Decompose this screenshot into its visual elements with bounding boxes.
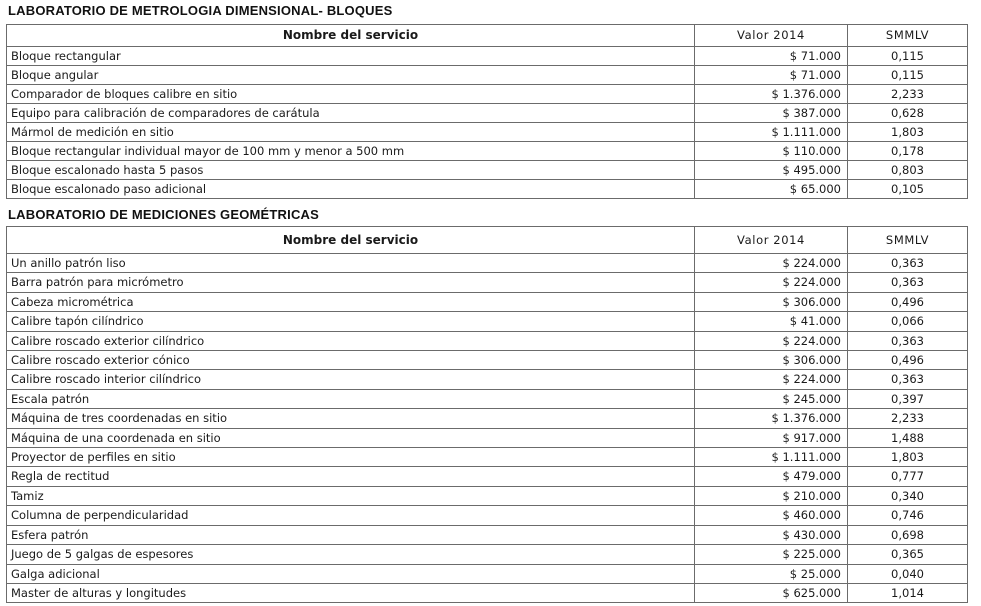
price-cell: $ 387.000: [695, 104, 848, 123]
price-cell: $ 210.000: [695, 486, 848, 505]
section-mediciones-geometricas: [6, 204, 967, 603]
price-cell: $ 1.376.000: [695, 85, 848, 104]
price-cell: $ 1.376.000: [695, 409, 848, 428]
table-row: [7, 486, 968, 505]
smmlv-cell: 0,115: [848, 47, 968, 66]
table-row: [7, 123, 968, 142]
table-row: [7, 428, 968, 447]
price-cell: $ 41.000: [695, 312, 848, 331]
price-cell: $ 460.000: [695, 506, 848, 525]
table-row: [7, 448, 968, 467]
service-name-cell: Tamiz: [7, 486, 695, 505]
smmlv-cell: 0,040: [848, 564, 968, 583]
service-name-cell: Bloque rectangular individual mayor de 100 mm y menor a 500 mm: [7, 142, 695, 161]
table-row: [7, 254, 968, 273]
smmlv-cell: 0,178: [848, 142, 968, 161]
price-cell: $ 430.000: [695, 525, 848, 544]
table-row: [7, 66, 968, 85]
smmlv-cell: 0,363: [848, 370, 968, 389]
table-header-row: [7, 25, 968, 47]
table-row: [7, 85, 968, 104]
service-name-cell: Calibre tapón cilíndrico: [7, 312, 695, 331]
price-cell: $ 225.000: [695, 545, 848, 564]
table-row: [7, 583, 968, 602]
service-name-cell: Esfera patrón: [7, 525, 695, 544]
price-cell: $ 110.000: [695, 142, 848, 161]
price-cell: $ 224.000: [695, 254, 848, 273]
table-row: [7, 292, 968, 311]
table-row: [7, 370, 968, 389]
price-cell: $ 224.000: [695, 331, 848, 350]
smmlv-cell: 0,496: [848, 292, 968, 311]
smmlv-cell: 0,340: [848, 486, 968, 505]
header-nombre: Nombre del servicio: [7, 25, 695, 47]
service-name-cell: Escala patrón: [7, 389, 695, 408]
service-name-cell: Calibre roscado exterior cónico: [7, 351, 695, 370]
table-row: [7, 506, 968, 525]
smmlv-cell: 0,628: [848, 104, 968, 123]
section-metrologia-bloques: [6, 0, 967, 199]
header-valor: Valor 2014: [695, 25, 848, 47]
section-title: LABORATORIO DE METROLOGIA DIMENSIONAL- BLOQUES: [8, 3, 393, 18]
table-row: [7, 142, 968, 161]
price-cell: $ 65.000: [695, 180, 848, 199]
smmlv-cell: 0,777: [848, 467, 968, 486]
table-row: [7, 104, 968, 123]
service-name-cell: Cabeza micrométrica: [7, 292, 695, 311]
price-cell: $ 245.000: [695, 389, 848, 408]
table-row: [7, 351, 968, 370]
header-valor: Valor 2014: [695, 227, 848, 254]
service-name-cell: Bloque escalonado hasta 5 pasos: [7, 161, 695, 180]
service-name-cell: Barra patrón para micrómetro: [7, 273, 695, 292]
price-cell: $ 1.111.000: [695, 123, 848, 142]
service-name-cell: Master de alturas y longitudes: [7, 583, 695, 602]
price-cell: $ 71.000: [695, 47, 848, 66]
service-name-cell: Bloque angular: [7, 66, 695, 85]
smmlv-cell: 1,014: [848, 583, 968, 602]
service-name-cell: Bloque rectangular: [7, 47, 695, 66]
services-table: [6, 226, 968, 603]
smmlv-cell: 0,397: [848, 389, 968, 408]
smmlv-cell: 2,233: [848, 85, 968, 104]
smmlv-cell: 0,363: [848, 273, 968, 292]
service-name-cell: Juego de 5 galgas de espesores: [7, 545, 695, 564]
table-row: [7, 389, 968, 408]
price-cell: $ 25.000: [695, 564, 848, 583]
smmlv-cell: 1,803: [848, 123, 968, 142]
smmlv-cell: 0,365: [848, 545, 968, 564]
smmlv-cell: 0,698: [848, 525, 968, 544]
smmlv-cell: 0,496: [848, 351, 968, 370]
smmlv-cell: 0,115: [848, 66, 968, 85]
table-row: [7, 564, 968, 583]
service-name-cell: Proyector de perfiles en sitio: [7, 448, 695, 467]
header-smmlv: SMMLV: [848, 227, 968, 254]
service-name-cell: Máquina de una coordenada en sitio: [7, 428, 695, 447]
smmlv-cell: 0,363: [848, 331, 968, 350]
smmlv-cell: 1,488: [848, 428, 968, 447]
service-name-cell: Mármol de medición en sitio: [7, 123, 695, 142]
smmlv-cell: 1,803: [848, 448, 968, 467]
smmlv-cell: 0,803: [848, 161, 968, 180]
table-row: [7, 312, 968, 331]
table-body: [7, 254, 968, 603]
service-name-cell: Calibre roscado interior cilíndrico: [7, 370, 695, 389]
service-name-cell: Máquina de tres coordenadas en sitio: [7, 409, 695, 428]
table-row: [7, 180, 968, 199]
service-name-cell: Columna de perpendicularidad: [7, 506, 695, 525]
price-cell: $ 479.000: [695, 467, 848, 486]
service-name-cell: Un anillo patrón liso: [7, 254, 695, 273]
table-row: [7, 273, 968, 292]
price-cell: $ 306.000: [695, 292, 848, 311]
smmlv-cell: 0,105: [848, 180, 968, 199]
price-cell: $ 224.000: [695, 370, 848, 389]
service-name-cell: Bloque escalonado paso adicional: [7, 180, 695, 199]
service-name-cell: Calibre roscado exterior cilíndrico: [7, 331, 695, 350]
smmlv-cell: 0,746: [848, 506, 968, 525]
table-row: [7, 161, 968, 180]
price-cell: $ 71.000: [695, 66, 848, 85]
price-cell: $ 224.000: [695, 273, 848, 292]
smmlv-cell: 0,066: [848, 312, 968, 331]
table-body: [7, 47, 968, 199]
services-table: [6, 24, 968, 199]
table-row: [7, 47, 968, 66]
table-row: [7, 331, 968, 350]
table-row: [7, 525, 968, 544]
service-name-cell: Regla de rectitud: [7, 467, 695, 486]
smmlv-cell: 0,363: [848, 254, 968, 273]
table-row: [7, 545, 968, 564]
smmlv-cell: 2,233: [848, 409, 968, 428]
table-row: [7, 409, 968, 428]
table-header-row: [7, 227, 968, 254]
service-name-cell: Equipo para calibración de comparadores de carátula: [7, 104, 695, 123]
price-cell: $ 625.000: [695, 583, 848, 602]
price-cell: $ 1.111.000: [695, 448, 848, 467]
service-name-cell: Galga adicional: [7, 564, 695, 583]
price-cell: $ 306.000: [695, 351, 848, 370]
header-nombre: Nombre del servicio: [7, 227, 695, 254]
table-row: [7, 467, 968, 486]
service-name-cell: Comparador de bloques calibre en sitio: [7, 85, 695, 104]
price-cell: $ 917.000: [695, 428, 848, 447]
price-cell: $ 495.000: [695, 161, 848, 180]
header-smmlv: SMMLV: [848, 25, 968, 47]
section-title: LABORATORIO DE MEDICIONES GEOMÉTRICAS: [8, 207, 319, 222]
